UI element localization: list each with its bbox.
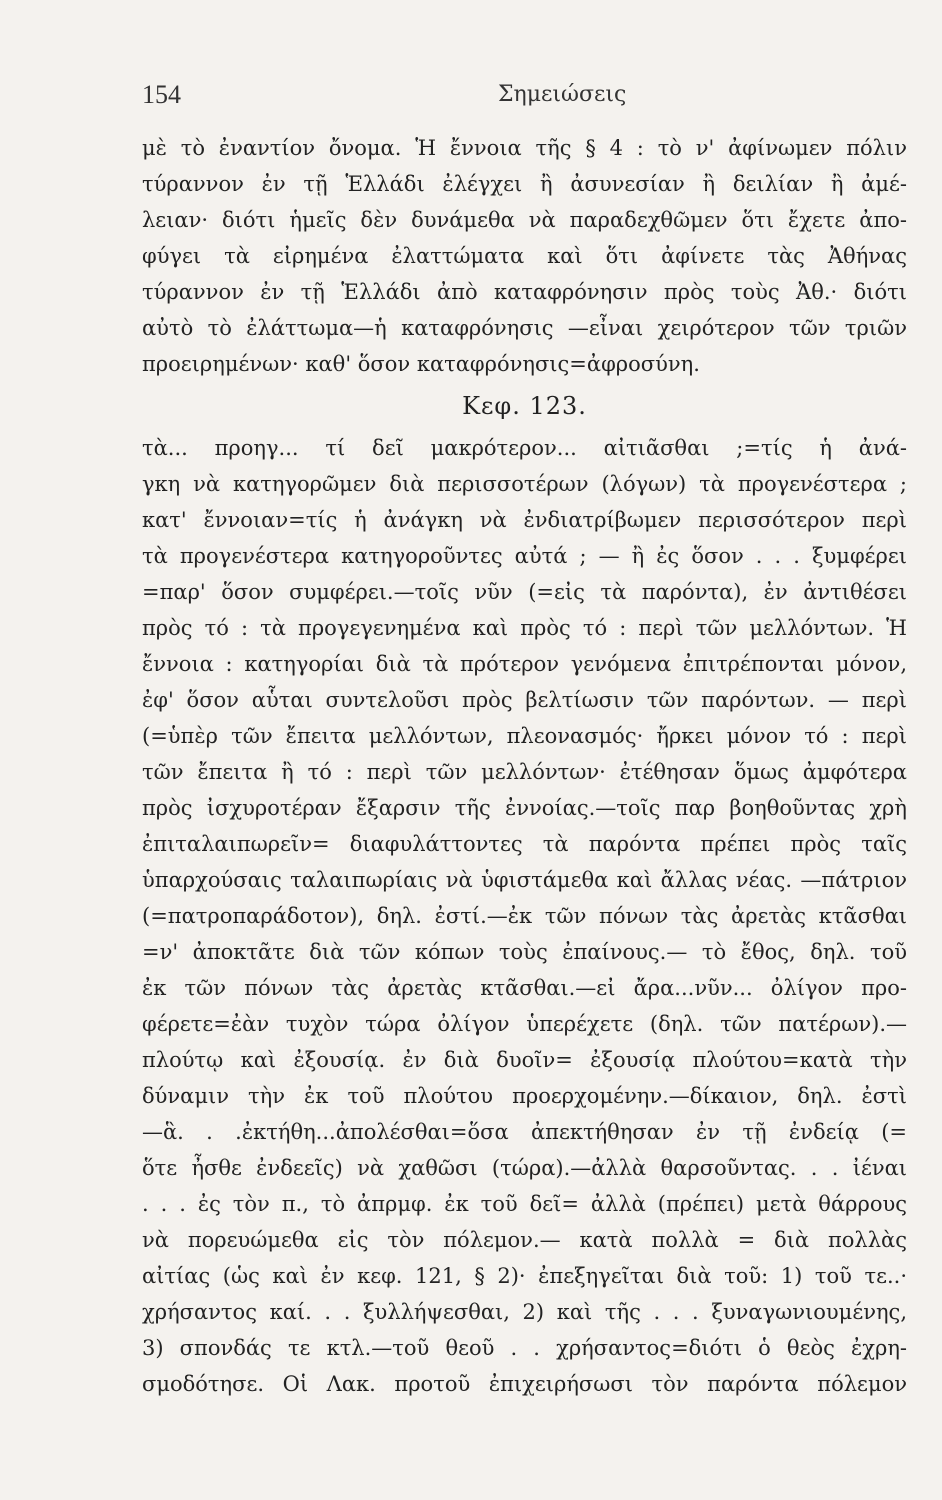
text-line: ἐφ' ὅσον αὗται συντελοῦσι πρὸς βελτίωσιν τῶν παρόντων. — περὶ xyxy=(142,688,907,712)
text-line: γκη νὰ κατηγορῶμεν διὰ περισσοτέρων (λόγων) τὰ προγενέστερα ; xyxy=(142,472,907,496)
text-line: —ἃ. . .ἐκτήθη...ἀπολέσθαι=ὅσα ἀπεκτήθησαν ἐν τῇ ἐνδείᾳ (= xyxy=(142,1120,907,1144)
paragraph-1 xyxy=(142,130,907,382)
text-line: τύραννον ἐν τῇ Ἑλλάδι ἐλέγχει ἢ ἀσυνεσίαν ἢ δειλίαν ἢ ἀμέ- xyxy=(142,172,907,196)
text-line: 3) σπονδάς τε κτλ.—τοῦ θεοῦ . . χρήσαντος=διότι ὁ θεὸς ἐχρη- xyxy=(142,1336,907,1360)
text-line: λειαν· διότι ἡμεῖς δὲν δυνάμεθα νὰ παραδεχθῶμεν ὅτι ἔχετε ἀπο- xyxy=(142,208,907,232)
text-line: δύναμιν τὴν ἐκ τοῦ πλούτου προερχομένην.—δίκαιον, δηλ. ἐστὶ xyxy=(142,1084,907,1108)
text-line: πλούτῳ καὶ ἐξουσίᾳ. ἐν διὰ δυοῖν= ἐξουσίᾳ πλούτου=κατὰ τὴν xyxy=(142,1048,907,1072)
text-line: τὰ προγενέστερα κατηγοροῦντες αὐτά ; — ἢ ἐς ὅσον . . . ξυμφέρει xyxy=(142,544,907,568)
running-head: Σημειώσεις xyxy=(498,82,627,107)
text-line: τῶν ἔπειτα ἢ τό : περὶ τῶν μελλόντων· ἐτέθησαν ὅμως ἀμφότερα xyxy=(142,760,907,784)
text-line: κατ' ἔννοιαν=τίς ἡ ἀνάγκη νὰ ἐνδιατρίβωμεν περισσότερον περὶ xyxy=(142,508,907,532)
text-line: ὅτε ἦσθε ἐνδεεῖς) νὰ χαθῶσι (τώρα).—ἀλλὰ θαρσοῦντας. . . ἰέναι xyxy=(142,1156,907,1180)
text-line: . . . ἐς τὸν π., τὸ ἀπρμφ. ἐκ τοῦ δεῖ= ἀλλὰ (πρέπει) μετὰ θάρρους xyxy=(142,1192,907,1216)
text-line: ἐπιταλαιπωρεῖν= διαφυλάττοντες τὰ παρόντα πρέπει πρὸς ταῖς xyxy=(142,832,907,856)
text-line: φέρετε=ἐὰν τυχὸν τώρα ὀλίγον ὑπερέχετε (δηλ. τῶν πατέρων).— xyxy=(142,1012,907,1036)
text-line: τύραννον ἐν τῇ Ἑλλάδι ἀπὸ καταφρόνησιν πρὸς τοὺς Ἀθ.· διότι xyxy=(142,280,907,304)
text-line: =ν' ἀποκτᾶτε διὰ τῶν κόπων τοὺς ἐπαίνους.— τὸ ἔθος, δηλ. τοῦ xyxy=(142,940,907,964)
text-line: μὲ τὸ ἐναντίον ὄνομα. Ἡ ἔννοια τῆς § 4 : τὸ ν' ἀφίνωμεν πόλιν xyxy=(142,136,907,160)
text-line: ἔννοια : κατηγορίαι διὰ τὰ πρότερον γενόμενα ἐπιτρέπονται μόνον, xyxy=(142,652,907,676)
text-line: ἐκ τῶν πόνων τὰς ἀρετὰς κτᾶσθαι.—εἰ ἄρα...νῦν... ὀλίγον προ- xyxy=(142,976,907,1000)
page-number: 154 xyxy=(142,80,181,109)
text-line: ὑπαρχούσαις ταλαιπωρίαις νὰ ὑφιστάμεθα καὶ ἄλλας νέας. —πάτριον xyxy=(142,868,907,892)
text-line: αἰτίας (ὡς καὶ ἐν κεφ. 121, § 2)· ἐπεξηγεῖται διὰ τοῦ: 1) τοῦ τε..· xyxy=(142,1264,907,1288)
text-line: αὐτὸ τὸ ἐλάττωμα—ἡ καταφρόνησις —εἶναι χειρότερον τῶν τριῶν xyxy=(142,316,907,340)
body-text xyxy=(142,130,907,1402)
text-line: (=πατροπαράδοτον), δηλ. ἐστί.—ἐκ τῶν πόνων τὰς ἀρετὰς κτᾶσθαι xyxy=(142,904,907,928)
text-line: νὰ πορευώμεθα εἰς τὸν πόλεμον.— κατὰ πολλὰ = διὰ πολλὰς xyxy=(142,1228,907,1252)
text-line: πρὸς τό : τὰ προγεγενημένα καὶ πρὸς τό : περὶ τῶν μελλόντων. Ἡ xyxy=(142,616,907,640)
text-line: τὰ... προηγ... τί δεῖ μακρότερον... αἰτιᾶσθαι ;=τίς ἡ ἀνά- xyxy=(142,436,907,460)
chapter-heading: Κεφ. 123. xyxy=(462,392,587,420)
text-line: (=ὑπὲρ τῶν ἔπειτα μελλόντων, πλεονασμός· ἤρκει μόνον τό : περὶ xyxy=(142,724,907,748)
text-line: προειρημένων· καθ' ὅσον καταφρόνησις=ἀφροσύνη. xyxy=(142,352,700,376)
text-line: φύγει τὰ εἰρημένα ἐλαττώματα καὶ ὅτι ἀφίνετε τὰς Ἀθήνας xyxy=(142,244,907,268)
text-line: =παρ' ὅσον συμφέρει.—τοῖς νῦν (=εἰς τὰ παρόντα), ἐν ἀντιθέσει xyxy=(142,580,907,604)
text-line: χρήσαντος καί. . . ξυλλήψεσθαι, 2) καὶ τῆς . . . ξυναγωνιουμένης, xyxy=(142,1300,907,1324)
page-header xyxy=(142,80,912,120)
text-line: σμοδότησε. Οἱ Λακ. προτοῦ ἐπιχειρήσωσι τὸν παρόντα πόλεμον xyxy=(142,1372,907,1396)
text-line: πρὸς ἰσχυροτέραν ἔξαρσιν τῆς ἐννοίας.—τοῖς παρ βοηθοῦντας χρὴ xyxy=(142,796,907,820)
paragraph-2 xyxy=(142,430,907,1402)
